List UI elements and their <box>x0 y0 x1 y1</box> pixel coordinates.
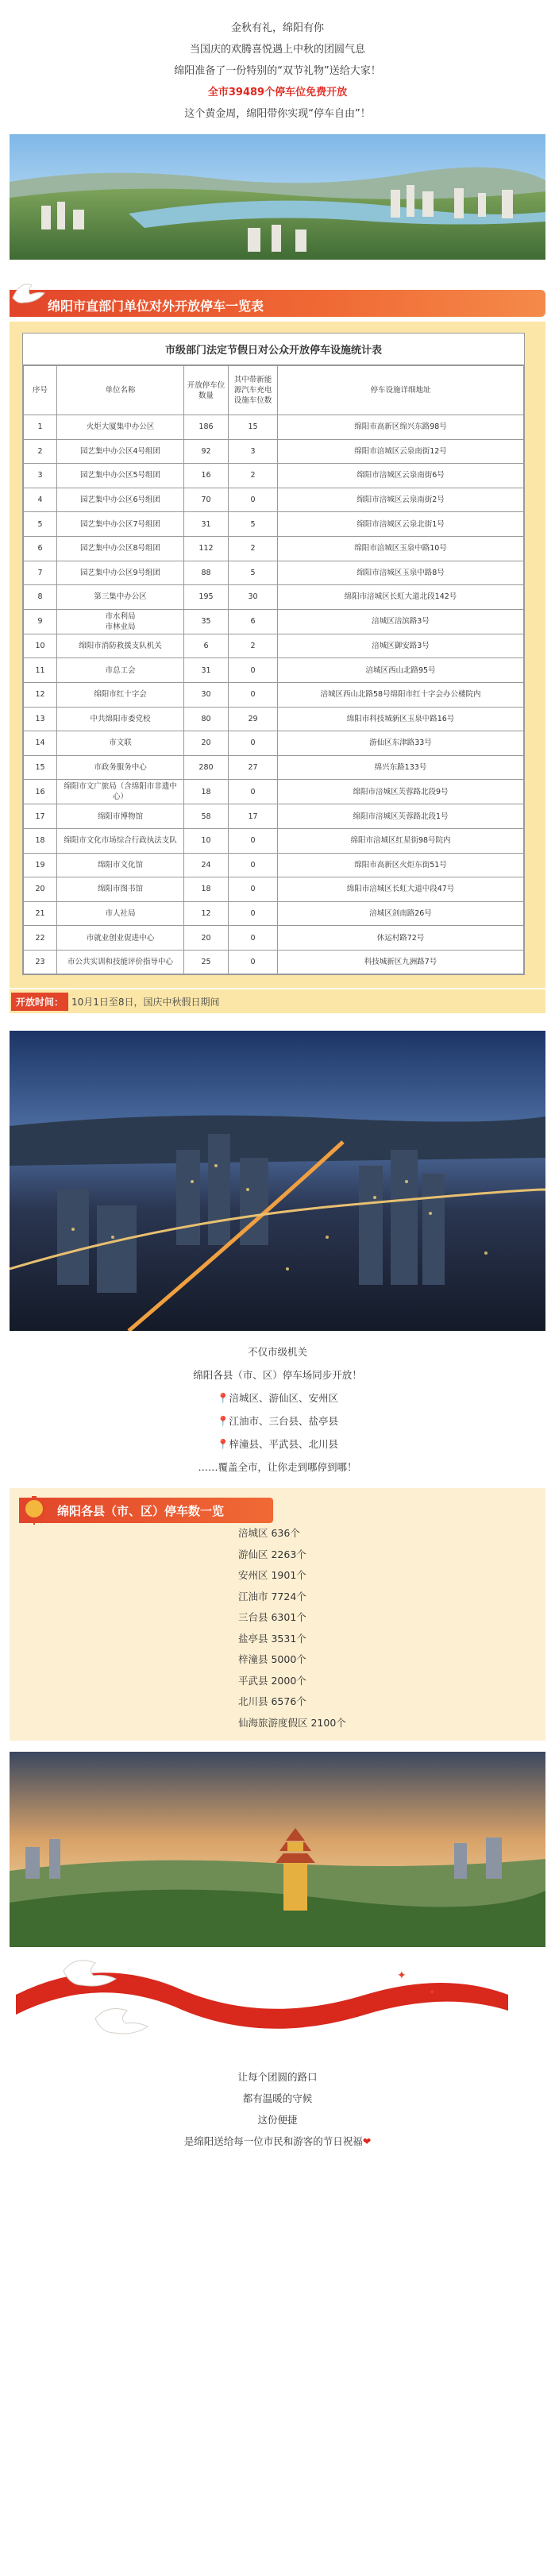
table-title: 市级部门法定节假日对公众开放停车设施统计表 <box>23 334 524 365</box>
cell-ev-spaces: 0 <box>229 853 278 877</box>
cell-address: 绵阳市高新区火炬东街51号 <box>278 853 524 877</box>
cell-unit: 绵阳市文广旅局（含绵阳市非遗中心） <box>57 780 184 804</box>
cell-unit: 绵阳市图书馆 <box>57 877 184 902</box>
county-item: 三台县 6301个 <box>238 1611 306 1624</box>
table-body <box>24 415 524 974</box>
county-item: 游仙区 2263个 <box>238 1548 306 1560</box>
cell-index: 19 <box>24 853 57 877</box>
cell-unit: 绵阳市博物馆 <box>57 804 184 829</box>
cell-unit: 市公共实训和技能评价指导中心 <box>57 950 184 974</box>
cell-ev-spaces: 0 <box>229 682 278 707</box>
closing-line: 这份便捷 <box>257 2114 298 2127</box>
cell-index: 15 <box>24 755 57 780</box>
col-header-index: 序号 <box>24 366 57 415</box>
closing-line: 都有温暖的守候 <box>242 2092 313 2105</box>
cell-ev-spaces: 5 <box>229 512 278 537</box>
cell-unit: 园艺集中办公区7号组团 <box>57 512 184 537</box>
cell-address: 绵阳市高新区绵兴东路98号 <box>278 415 524 440</box>
cell-unit: 园艺集中办公区8号组团 <box>57 536 184 561</box>
ribbon-decoration <box>0 1947 555 2066</box>
table-row <box>24 634 524 658</box>
table-row <box>24 512 524 537</box>
cell-index: 22 <box>24 926 57 951</box>
table-row <box>24 926 524 951</box>
cell-address: 游仙区东津路33号 <box>278 731 524 756</box>
cell-address: 绵阳市涪城区玉泉中路8号 <box>278 561 524 585</box>
cell-unit: 市人社局 <box>57 901 184 926</box>
cell-unit: 市政务服务中心 <box>57 755 184 780</box>
table-row <box>24 877 524 902</box>
table-row <box>24 536 524 561</box>
table-row <box>24 464 524 488</box>
cell-unit: 绵阳市文化馆 <box>57 853 184 877</box>
cell-ev-spaces: 6 <box>229 609 278 634</box>
section-banner <box>0 266 555 322</box>
cell-unit: 市就业创业促进中心 <box>57 926 184 951</box>
pin-line <box>0 1409 555 1433</box>
cell-spaces: 18 <box>184 780 229 804</box>
table-row <box>24 658 524 683</box>
closing-line <box>0 2131 555 2152</box>
intro-line: 这个黄金周，绵阳带你实现“停车自由”！ <box>184 108 371 120</box>
table-row <box>24 707 524 731</box>
cell-address: 涪城区西山北路58号绵阳市红十字会办公楼院内 <box>278 682 524 707</box>
cell-spaces: 16 <box>184 464 229 488</box>
cell-spaces: 31 <box>184 658 229 683</box>
table-row <box>24 415 524 440</box>
cell-address: 绵阳市涪城区云泉南街12号 <box>278 439 524 464</box>
cell-spaces: 88 <box>184 561 229 585</box>
cell-index: 10 <box>24 634 57 658</box>
cell-unit: 火炬大厦集中办公区 <box>57 415 184 440</box>
cell-spaces: 24 <box>184 853 229 877</box>
pin-line-text: 涪城区、游仙区、安州区 <box>229 1392 339 1405</box>
cell-spaces: 18 <box>184 877 229 902</box>
intro-line: 绵阳准备了一份特别的“双节礼物”送给大家！ <box>174 65 381 77</box>
cell-ev-spaces: 2 <box>229 634 278 658</box>
county-parking-panel <box>10 1488 545 1741</box>
cell-spaces: 20 <box>184 731 229 756</box>
cell-address: 涪城区剑南路26号 <box>278 901 524 926</box>
table-row <box>24 731 524 756</box>
cell-index: 14 <box>24 731 57 756</box>
table-row <box>24 755 524 780</box>
table-row <box>24 901 524 926</box>
cell-spaces: 12 <box>184 901 229 926</box>
cell-index: 18 <box>24 828 57 853</box>
cell-spaces: 112 <box>184 536 229 561</box>
cell-address: 绵阳市涪城区红星街98号院内 <box>278 828 524 853</box>
svg-text:✦: ✦ <box>397 1969 407 1983</box>
cell-address: 绵阳市涪城区长虹大道中段47号 <box>278 877 524 902</box>
cell-ev-spaces: 17 <box>229 804 278 829</box>
cell-index: 8 <box>24 585 57 610</box>
cell-address: 涪城区西山北路95号 <box>278 658 524 683</box>
county-item: 涪城区 636个 <box>238 1527 300 1540</box>
cell-index: 2 <box>24 439 57 464</box>
intro-text <box>0 0 555 125</box>
table-row <box>24 585 524 610</box>
cell-index: 3 <box>24 464 57 488</box>
cell-index: 11 <box>24 658 57 683</box>
county-item: 盐亭县 3531个 <box>238 1632 306 1645</box>
cell-spaces: 25 <box>184 950 229 974</box>
cell-spaces: 92 <box>184 439 229 464</box>
open-period-text: 10月1日至8日，国庆中秋假日期间 <box>71 996 220 1008</box>
cell-ev-spaces: 15 <box>229 415 278 440</box>
table-row <box>24 488 524 512</box>
heart-icon: ❤ <box>362 2135 372 2148</box>
city-aerial-photo <box>10 134 545 260</box>
banner-title: 绵阳各县（市、区）停车数一览 <box>57 1504 225 1519</box>
intro-highlight: 全市39489个停车位免费开放 <box>207 87 348 98</box>
table-row <box>24 950 524 974</box>
cell-spaces: 10 <box>184 828 229 853</box>
cell-ev-spaces: 3 <box>229 439 278 464</box>
svg-text:✦: ✦ <box>429 1988 436 1998</box>
cell-ev-spaces: 2 <box>229 464 278 488</box>
county-item: 平武县 2000个 <box>238 1674 306 1687</box>
cell-index: 13 <box>24 707 57 731</box>
cell-address: 科技城新区九洲路7号 <box>278 950 524 974</box>
table-row <box>24 439 524 464</box>
intro-line: 当国庆的欢腾喜悦遇上中秋的团圆气息 <box>189 44 365 56</box>
cell-spaces: 30 <box>184 682 229 707</box>
cell-address: 休运村路72号 <box>278 926 524 951</box>
cell-index: 20 <box>24 877 57 902</box>
cell-index: 5 <box>24 512 57 537</box>
table-row <box>24 682 524 707</box>
table-row <box>24 561 524 585</box>
counties-intro <box>0 1340 555 1479</box>
county-list <box>238 1523 346 1733</box>
cell-ev-spaces: 30 <box>229 585 278 610</box>
pin-line-text: 梓潼县、平武县、北川县 <box>229 1438 339 1451</box>
cell-ev-spaces: 0 <box>229 828 278 853</box>
cell-index: 6 <box>24 536 57 561</box>
cell-index: 4 <box>24 488 57 512</box>
cell-spaces: 195 <box>184 585 229 610</box>
cell-index: 17 <box>24 804 57 829</box>
cell-unit: 园艺集中办公区9号组团 <box>57 561 184 585</box>
cell-address: 绵阳市科技城新区玉泉中路16号 <box>278 707 524 731</box>
col-header-spaces: 开放停车位数量 <box>184 366 229 415</box>
county-item: 江油市 7724个 <box>238 1590 306 1602</box>
cell-unit: 绵阳市消防救援支队机关 <box>57 634 184 658</box>
cell-index: 12 <box>24 682 57 707</box>
county-item: 安州区 1901个 <box>238 1569 306 1582</box>
cell-spaces: 58 <box>184 804 229 829</box>
cell-ev-spaces: 0 <box>229 926 278 951</box>
table-row <box>24 609 524 634</box>
cell-ev-spaces: 0 <box>229 658 278 683</box>
table-row <box>24 804 524 829</box>
cell-spaces: 280 <box>184 755 229 780</box>
cell-spaces: 20 <box>184 926 229 951</box>
cell-unit: 园艺集中办公区4号组团 <box>57 439 184 464</box>
cell-spaces: 70 <box>184 488 229 512</box>
closing-line-text: 是绵阳送给每一位市民和游客的节日祝福 <box>183 2135 363 2148</box>
cell-ev-spaces: 29 <box>229 707 278 731</box>
cell-unit: 园艺集中办公区5号组团 <box>57 464 184 488</box>
cell-address: 绵阳市涪城区云泉南街2号 <box>278 488 524 512</box>
cell-unit: 园艺集中办公区6号组团 <box>57 488 184 512</box>
cell-unit: 市总工会 <box>57 658 184 683</box>
cell-unit: 中共绵阳市委党校 <box>57 707 184 731</box>
location-pin-icon: 📍 <box>216 1438 229 1451</box>
dove-icon <box>10 277 46 312</box>
cell-index: 9 <box>24 609 57 634</box>
table-row <box>24 853 524 877</box>
cell-unit: 绵阳市红十字会 <box>57 682 184 707</box>
closing-text <box>0 2066 555 2152</box>
cell-index: 7 <box>24 561 57 585</box>
cell-index: 1 <box>24 415 57 440</box>
cell-address: 绵阳市涪城区云泉北街1号 <box>278 512 524 537</box>
banner-title: 绵阳市直部门单位对外开放停车一览表 <box>48 299 264 314</box>
parking-table-panel <box>10 322 545 988</box>
cell-address: 绵阳市涪城区长虹大道北段142号 <box>278 585 524 610</box>
cell-spaces: 186 <box>184 415 229 440</box>
col-header-unit: 单位名称 <box>57 366 184 415</box>
mid-line: 绵阳各县（市、区）停车场同步开放！ <box>193 1369 362 1382</box>
cell-unit: 市文联 <box>57 731 184 756</box>
county-item: 仙海旅游度假区 2100个 <box>238 1716 346 1729</box>
cell-address: 涪城区御安路3号 <box>278 634 524 658</box>
pagoda-photo <box>10 1752 545 1947</box>
col-header-address: 停车设施详细地址 <box>278 366 524 415</box>
cell-ev-spaces: 0 <box>229 731 278 756</box>
cell-ev-spaces: 2 <box>229 536 278 561</box>
cell-ev-spaces: 5 <box>229 561 278 585</box>
cell-ev-spaces: 0 <box>229 877 278 902</box>
cell-unit: 第三集中办公区 <box>57 585 184 610</box>
county-item: 梓潼县 5000个 <box>238 1653 306 1666</box>
cell-spaces: 31 <box>184 512 229 537</box>
cell-address: 绵阳市涪城区云泉南街6号 <box>278 464 524 488</box>
cell-ev-spaces: 0 <box>229 488 278 512</box>
cell-spaces: 35 <box>184 609 229 634</box>
open-period-bar <box>10 989 545 1013</box>
parking-table <box>22 333 525 975</box>
cell-unit: 绵阳市文化市场综合行政执法支队 <box>57 828 184 853</box>
open-period-label: 开放时间： <box>11 993 68 1011</box>
cell-address: 绵阳市涪城区芙蓉路北段1号 <box>278 804 524 829</box>
intro-line: 金秋有礼，绵阳有你 <box>230 22 324 34</box>
lantern-icon <box>16 1491 52 1526</box>
cell-spaces: 80 <box>184 707 229 731</box>
cell-index: 23 <box>24 950 57 974</box>
pin-line <box>0 1386 555 1409</box>
closing-line: 让每个团圆的路口 <box>237 2071 318 2084</box>
col-header-ev-spaces: 其中带新能源汽车充电设施车位数 <box>229 366 278 415</box>
cell-spaces: 6 <box>184 634 229 658</box>
location-pin-icon: 📍 <box>216 1415 229 1428</box>
pin-line-text: 江油市、三台县、盐亭县 <box>229 1415 339 1428</box>
cell-unit: 市水利局 市林业局 <box>57 609 184 634</box>
table-row <box>24 780 524 804</box>
location-pin-icon: 📍 <box>216 1392 229 1405</box>
mid-line: ……覆盖全市，让你走到哪停到哪！ <box>198 1461 357 1474</box>
cell-address: 绵阳市涪城区玉泉中路10号 <box>278 536 524 561</box>
mid-line: 不仅市级机关 <box>247 1346 307 1359</box>
cell-index: 16 <box>24 780 57 804</box>
cell-ev-spaces: 27 <box>229 755 278 780</box>
table-header-row <box>24 366 524 415</box>
pin-line <box>0 1433 555 1456</box>
cell-address: 涪城区涪滨路3号 <box>278 609 524 634</box>
county-item: 北川县 6576个 <box>238 1695 306 1708</box>
cell-index: 21 <box>24 901 57 926</box>
cell-ev-spaces: 0 <box>229 780 278 804</box>
night-city-photo <box>10 1031 545 1331</box>
cell-address: 绵兴东路133号 <box>278 755 524 780</box>
cell-address: 绵阳市涪城区芙蓉路北段9号 <box>278 780 524 804</box>
table-row <box>24 828 524 853</box>
cell-ev-spaces: 0 <box>229 901 278 926</box>
cell-ev-spaces: 0 <box>229 950 278 974</box>
